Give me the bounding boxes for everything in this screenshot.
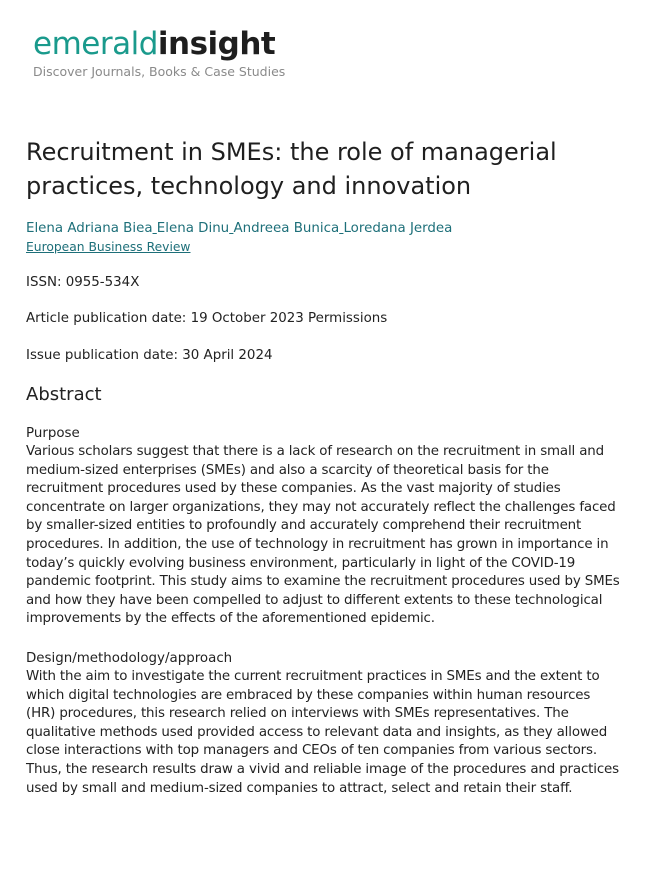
issn: ISSN: 0955-534X xyxy=(26,275,140,290)
issue-publication-date: Issue publication date: 30 April 2024 xyxy=(26,348,273,363)
article-title: Recruitment in SMEs: the role of managerial practices, technology and innovation xyxy=(26,138,557,200)
author-list xyxy=(26,220,626,238)
logo-insight-text: insight xyxy=(157,26,276,62)
section-heading: Purpose xyxy=(26,426,80,441)
author-link[interactable]: Andreea Bunica xyxy=(233,221,340,236)
abstract-section-design xyxy=(26,650,622,798)
article-publication-date: Article publication date: 19 October 2023 Permissions xyxy=(26,311,388,326)
logo-tagline: Discover Journals, Books & Case Studies xyxy=(33,64,286,79)
emerald-insight-logo[interactable] xyxy=(33,26,275,62)
section-heading: Design/methodology/approach xyxy=(26,651,233,666)
author-link[interactable]: Elena Dinu xyxy=(156,221,230,236)
section-text: Various scholars suggest that there is a lack of research on the recruitment in small and medium-sized enterprises (SMEs) and also a scarcity of theoretical basis for the recruitment procedures used by these companies. As the vast majority of studies concentrate on larger organizations, they may not accurately reflect the challenges faced by smaller-sized entities to profoundly and accurately comprehend their recruitment procedures. In addition, the use of technology in recruitment has grown in importance in today’s quickly evolving business environment, particularly in light of the COVID-19 pandemic footprint. This study aims to examine the recruitment procedures used by SMEs and how they have been compelled to adjust to different extents to these technological improvements by the effects of the aforementioned epidemic. xyxy=(26,444,620,627)
journal-link[interactable]: European Business Review xyxy=(26,240,191,254)
section-text: With the aim to investigate the current recruitment practices in SMEs and the extent to which digital technologies are embraced by these companies within human resources (HR) procedures, this research relied on interviews with SMEs representatives. The qualitative methods used provided access to relevant data and insights, as they allowed close interactions with top managers and CEOs of ten companies from various sectors. Thus, the research results draw a vivid and reliable image of the procedures and practices used by small and medium-sized companies to attract, select and retain their staff. xyxy=(26,669,619,796)
abstract-heading: Abstract xyxy=(26,384,102,405)
author-link[interactable]: Loredana Jerdea xyxy=(343,221,453,236)
abstract-section-purpose xyxy=(26,425,622,629)
author-link[interactable]: Elena Adriana Biea xyxy=(26,221,153,236)
logo-emerald-text: emerald xyxy=(33,26,158,62)
